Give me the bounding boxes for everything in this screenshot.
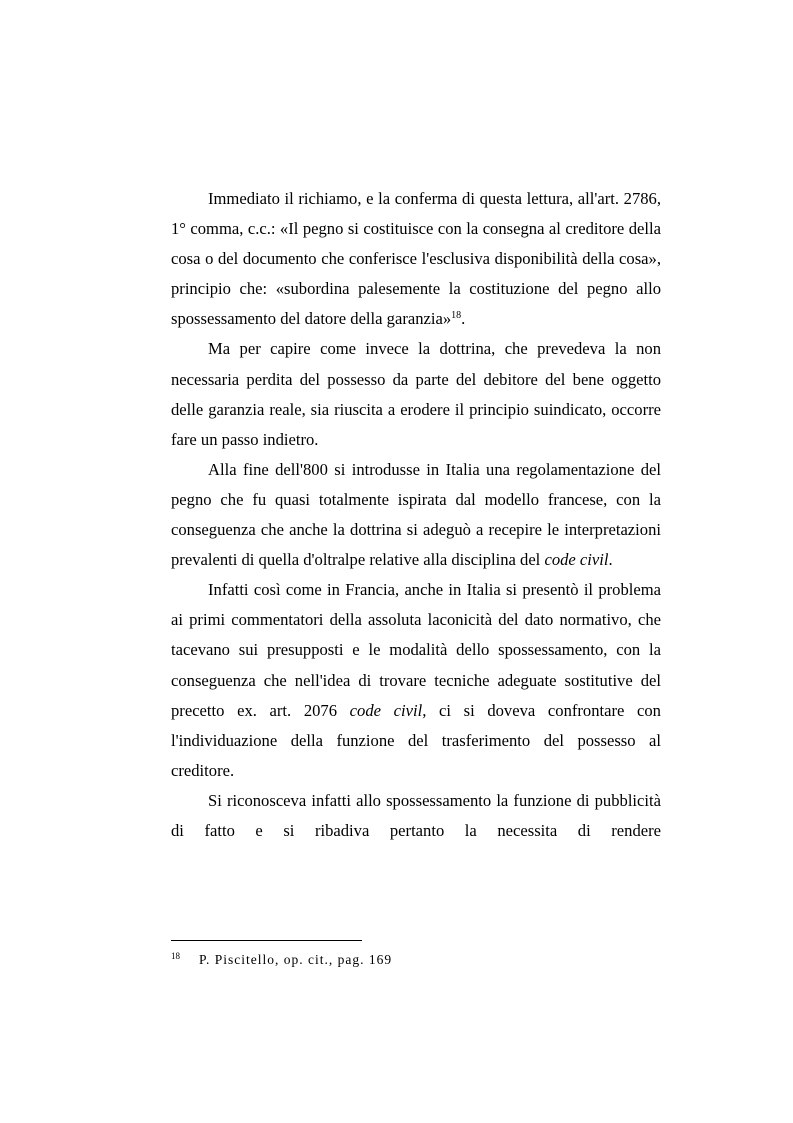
paragraph-3-text: Alla fine dell'800 si introdusse in Italia una regolamentazione del pegno che fu quasi totalmente ispirata dal modello francese, con la conseguenza che anche la dottrina si adeguò a recepire le interpretazioni prevalenti di quella d'oltralpe relative alla disciplina del (171, 459, 661, 570)
footnote (171, 947, 392, 969)
paragraph-4-text: Infatti così come in Francia, anche in Italia si presentò il problema ai primi commentatori della assoluta laconicità del dato normativo, che tacevano sui presupposti e le modalità dello spossessamento, con la conseguenza che nell'idea di trovare tecniche adeguate sostitutive del precetto ex. art. 2076 (171, 580, 661, 720)
footnote-number: 18 (171, 951, 180, 961)
paragraph-2-text: Ma per capire come invece la dottrina, che prevedeva la non necessaria perdita del possesso da parte del debitore del bene oggetto delle garanzia reale, sia riuscita a erodere il principio suindicato, occorre fare un passo indietro. (171, 339, 661, 449)
paragraph-2 (171, 334, 661, 454)
paragraph-3-end: . (608, 550, 613, 570)
paragraph-5 (171, 786, 661, 846)
paragraph-1-end: . (461, 309, 466, 329)
paragraph-4 (171, 575, 661, 786)
paragraph-4-italic: code civil, (349, 700, 427, 720)
page-body (171, 184, 661, 846)
footnote-text: P. Piscitello, op. cit., pag. 169 (199, 952, 393, 967)
paragraph-3-italic: code civil (544, 550, 609, 570)
paragraph-5-text: Si riconosceva infatti allo spossessamento la funzione di pubblicità di fatto e si ribadiva pertanto la necessita di rendere (171, 790, 661, 840)
footnote-reference: 18 (451, 310, 462, 322)
paragraph-3 (171, 455, 661, 575)
paragraph-1-text: Immediato il richiamo, e la conferma di questa lettura, all'art. 2786, 1° comma, c.c.: «Il pegno si costituisce con la consegna al creditore della cosa o del documento che conferisce l'esclusiva disponibilità della cosa», principio che: «subordina palesemente la costituzione del pegno allo spossessamento del datore della garanzia» (171, 189, 661, 329)
paragraph-1 (171, 184, 661, 334)
paragraph-4-end: ci si doveva confrontare con l'individuazione della funzione del trasferimento del possesso al creditore. (171, 700, 661, 780)
footnote-divider (171, 940, 362, 941)
